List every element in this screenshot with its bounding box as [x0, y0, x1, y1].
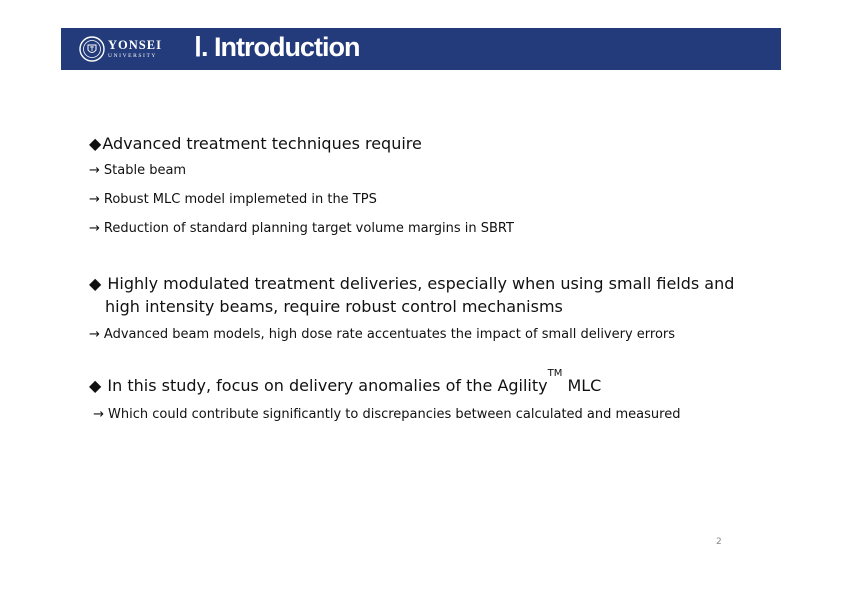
- slide-title: Ⅰ. Introduction: [194, 32, 360, 62]
- page-number: 2: [716, 537, 722, 547]
- section-2: [89, 272, 779, 343]
- bullet-heading: [89, 132, 779, 155]
- university-logo: [79, 36, 162, 62]
- arrow-icon: →: [89, 163, 100, 178]
- sub-item-text: Robust MLC model implemeted in the TPS: [103, 192, 377, 207]
- heading-continuation: high intensity beams, require robust control mechanisms: [105, 297, 563, 316]
- bullet-heading: [89, 368, 779, 397]
- logo-subtitle: UNIVERSITY: [108, 52, 157, 59]
- sub-item: [89, 162, 779, 179]
- section-3: [89, 368, 779, 423]
- arrow-icon: →: [89, 221, 100, 236]
- sub-item: [89, 191, 779, 208]
- heading-text: Advanced treatment techniques require: [102, 134, 422, 153]
- section-1: [89, 132, 779, 237]
- sub-item-text: Which could contribute significantly to discrepancies between calculated and measured: [108, 407, 681, 422]
- sub-item: [89, 220, 779, 237]
- university-seal-icon: [79, 36, 105, 62]
- diamond-bullet-icon: ◆: [89, 274, 102, 293]
- diamond-bullet-icon: ◆: [89, 134, 102, 153]
- slide-content: [89, 132, 779, 423]
- bullet-heading: [89, 272, 779, 295]
- sub-item-text: Stable beam: [103, 163, 187, 178]
- heading-text: Highly modulated treatment deliveries, especially when using small fields and: [102, 274, 735, 293]
- trademark-superscript: TM: [547, 368, 563, 379]
- sub-item: [89, 406, 779, 423]
- heading-text-end: MLC: [562, 376, 602, 395]
- arrow-icon: →: [89, 327, 100, 342]
- heading-text: In this study, focus on delivery anomalies of the Agility: [102, 376, 548, 395]
- sub-item: [89, 326, 779, 343]
- arrow-icon: →: [89, 407, 105, 422]
- logo-name: YONSEI: [108, 38, 162, 52]
- sub-item-text: Reduction of standard planning target volume margins in SBRT: [103, 221, 514, 236]
- diamond-bullet-icon: ◆: [89, 376, 102, 395]
- header-bar: [61, 28, 781, 70]
- arrow-icon: →: [89, 192, 100, 207]
- sub-item-text: Advanced beam models, high dose rate accentuates the impact of small delivery errors: [103, 327, 676, 342]
